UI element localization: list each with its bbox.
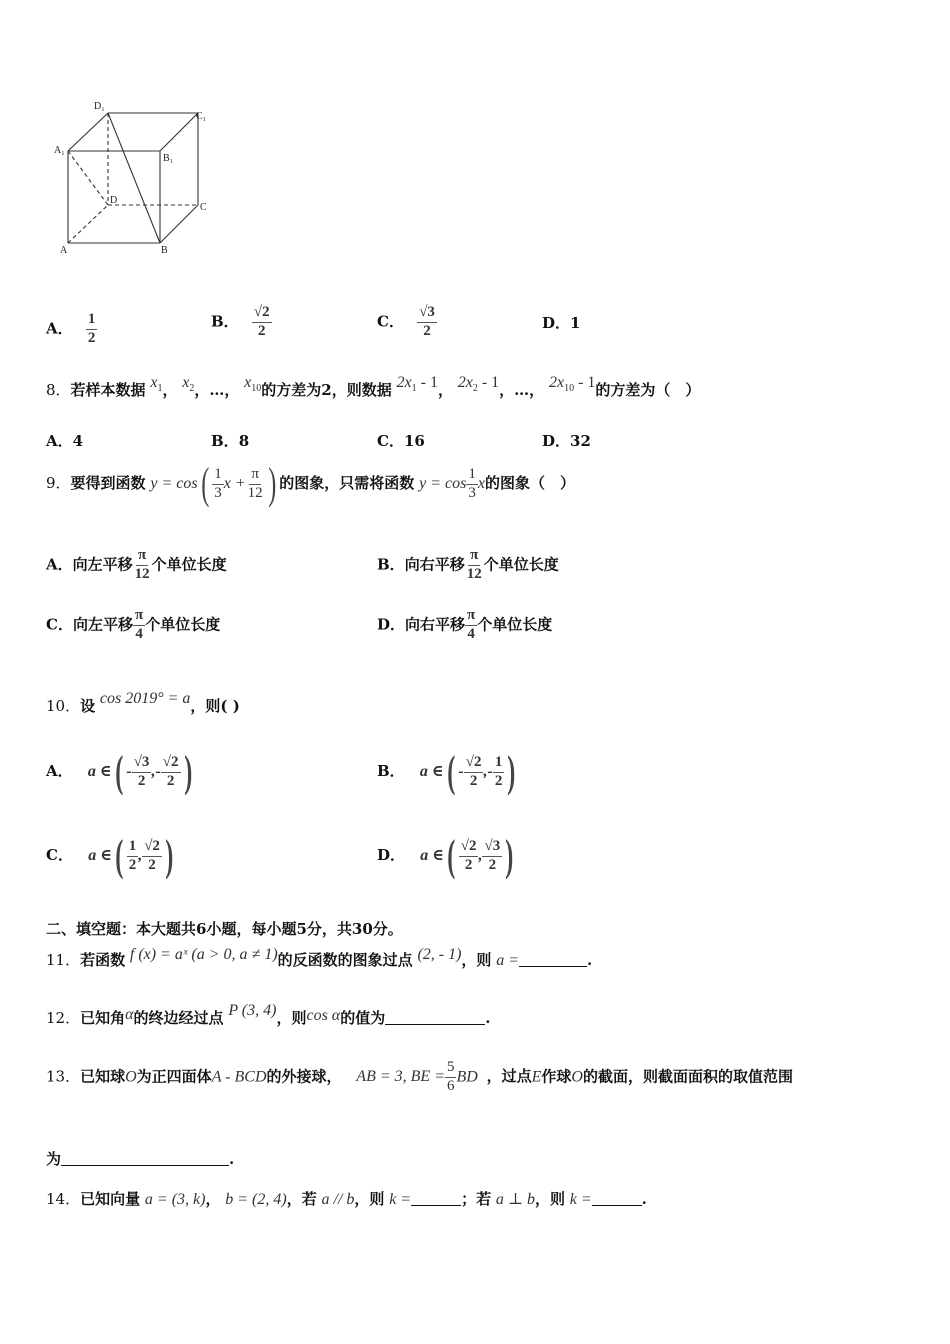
- label-a1: A₁: [54, 145, 65, 156]
- q12-answer-blank: [385, 1010, 485, 1025]
- q8-option-b: B．8: [211, 432, 250, 450]
- q7-option-c: C． $\frac{√3}{2}$: [377, 304, 435, 339]
- q10-option-c: C． a ∈( $\frac{1}{2}$ , $\frac{√2}{2}$ ): [46, 831, 174, 880]
- label-d1: D₁: [94, 101, 105, 112]
- label-c1: C₁: [196, 111, 207, 122]
- q11-stem: 11．若函数 f (x) = aˣ (a > 0, a ≠ 1)的反函数的图象过点 (2, - 1)，则 a = .: [46, 946, 593, 969]
- q13-answer-blank: [61, 1151, 229, 1166]
- q13-stem: 13．已知球O为正四面体A - BCD的外接球， AB = 3, BE = $\frac{5}{6}$ BD ，过点E作球O的截面，则截面面积的取值范围: [46, 1059, 793, 1094]
- cube-figure: [50, 95, 220, 260]
- q14-stem: 14．已知向量 a = (3, k)， b = (2, 4)，若 a // b，则 k = ；若 a ⊥ b，则 k = .: [46, 1190, 647, 1208]
- q14-answer-blank-1: [411, 1191, 461, 1206]
- q8-stem: 8．若样本数据 $x_1$， $x_2$，…， $x_{10}$的方差为2，则数据 $2x_1 - 1$， $2x_2 - 1$，…， $2x_{10} - 1$的方差为（ ）: [46, 374, 701, 399]
- label-a: A: [60, 245, 68, 256]
- q10-option-a: A． a ∈( - $\frac{√3}{2}$ ,- $\frac{√2}{2}$ ): [46, 747, 192, 796]
- q14-answer-blank-2: [592, 1191, 642, 1206]
- q9-option-b: B．向右平移 $\frac{\pi}{12}$ 个单位长度: [377, 547, 559, 582]
- q9-option-d: D．向右平移 $\frac{\pi}{4}$ 个单位长度: [377, 607, 553, 642]
- q9-option-a: A．向左平移 $\frac{\pi}{12}$ 个单位长度: [46, 547, 227, 582]
- q9-stem: 9．要得到函数 y = cos( $\frac{1}{3}$ x + $\frac{\pi}{12}$ ) 的图象，只需将函数 y = cos $\frac{1}{3}$ x的图象（ ）: [46, 459, 575, 508]
- section-heading: 二、填空题：本大题共6小题，每小题5分，共30分。: [46, 920, 403, 938]
- q8-option-c: C．16: [377, 432, 425, 450]
- label-b1: B₁: [163, 153, 174, 164]
- q9-option-c: C．向左平移 $\frac{\pi}{4}$ 个单位长度: [46, 607, 221, 642]
- label-d: D: [110, 195, 118, 206]
- q12-stem: 12．已知角α的终边经过点 P (3, 4)，则cos α的值为 .: [46, 1002, 491, 1027]
- label-c: C: [200, 202, 207, 213]
- q10-option-d: D． a ∈( $\frac{√2}{2}$ , $\frac{√3}{2}$ ): [377, 831, 514, 880]
- q7-option-d: D．1: [542, 314, 581, 332]
- q10-stem: 10．设 cos 2019° = a，则( ): [46, 690, 240, 715]
- label-b: B: [161, 245, 168, 256]
- q8-option-a: A．4: [46, 432, 84, 450]
- q7-option-b: B． $\frac{√2}{2}$: [211, 304, 270, 339]
- q11-answer-blank: [519, 952, 587, 967]
- q10-option-b: B． a ∈( - $\frac{√2}{2}$ ,- $\frac{1}{2}$ ): [377, 747, 516, 796]
- q7-option-a: A． $\frac{1}{2}$: [46, 311, 96, 346]
- q13-continuation: 为 .: [46, 1150, 235, 1168]
- q8-option-d: D．32: [542, 432, 591, 450]
